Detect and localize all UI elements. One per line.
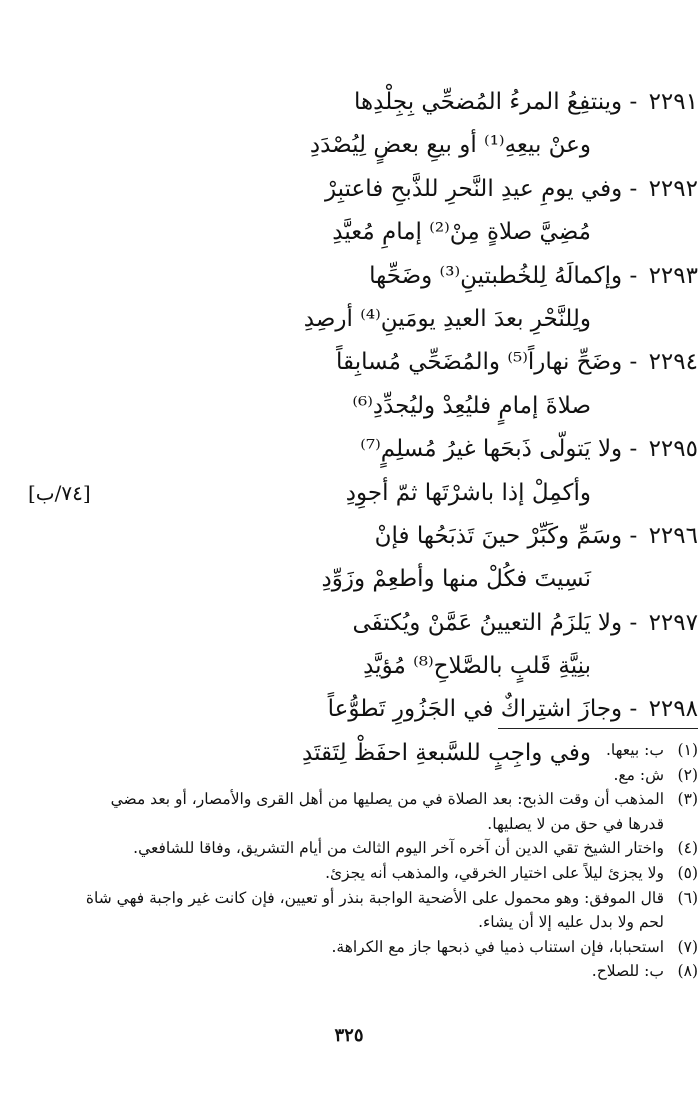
footnote-number: (٦) <box>677 888 698 907</box>
footnotes <box>78 738 698 984</box>
verse-first-hemistich <box>0 605 698 648</box>
verse-first-hemistich <box>0 171 698 214</box>
footnote <box>78 935 698 960</box>
verse-first-hemistich <box>0 84 698 127</box>
verse-second-hemistich <box>0 648 698 691</box>
hemistich-text: وينتفِعُ المرءُ المُضحِّي بِجِلْدِها <box>354 89 623 115</box>
footnote <box>78 836 698 861</box>
footnote-number: (٧) <box>677 937 698 956</box>
hemistich-text: وجازَ اشتِراكٌ في الجَزُورِ تَطوُّعاً <box>327 696 623 723</box>
dash: - <box>622 349 645 376</box>
dash: - <box>622 696 645 723</box>
verse-number: ٢٢٩٢ <box>648 175 698 202</box>
verse-first-hemistich <box>0 344 698 387</box>
hemistich-text: وفي واجِبٍ للسَّبعةِ احفَظْ لِتَقتَدِ <box>302 739 591 766</box>
hemistich-text: وسَمِّ وكَبِّرْ حينَ تَذبَحُها فإنْ <box>374 522 623 549</box>
footnote-text: واختار الشيخ تقي الدين أن آخره آخر اليوم الثالث من أيام التشريق، وفاقا للشافعي. <box>133 839 664 858</box>
hemistich-text: وضَحِّ نهاراً⁽⁵⁾ والمُضَحِّي مُسابِقاً <box>336 349 623 376</box>
footnote-text: قال الموفق: وهو محمول على الأضحية الواجبة بنذر أو تعيين، فإن كانت غير واجبة فهي شاة لحم ولا بدل عليه إلا أن يشاء. <box>85 888 664 932</box>
verse-number: ٢٢٩٤ <box>648 349 698 376</box>
footnote-number: (٤) <box>677 839 698 858</box>
footnote-text: ولا يجزئ ليلاً على اختيار الخرقي، والمذهب أنه يجزئ. <box>325 863 664 882</box>
page-number: ٣٢٥ <box>334 1025 364 1046</box>
footnote <box>78 763 698 788</box>
verse-second-hemistich <box>0 561 698 604</box>
hemistich-text: وفي يومِ عيدِ النَّحرِ للذَّبحِ فاعتبِرْ <box>324 175 623 202</box>
verse-first-hemistich <box>0 258 698 301</box>
footnote <box>78 787 698 836</box>
hemistich-text: مُضِيَّ صلاةٍ مِنْ⁽²⁾ إمامِ مُعيَّدِ <box>332 219 591 246</box>
footnote-text: المذهب أن وقت الذبح: بعد الصلاة في من يصليها من أهل القرى والأمصار، أو بعد مضي قدرها في حق من لا يصليها. <box>110 790 664 833</box>
hemistich-text: نَسِيتَ فكُلْ منها وأطعِمْ وزَوِّدِ <box>321 566 591 593</box>
footnote-number: (١) <box>677 741 698 759</box>
footnote-text: استحبابا، فإن استناب ذميا في ذبحها جاز مع الكراهة. <box>331 937 664 956</box>
verse-number: ٢٢٩٣ <box>648 262 698 289</box>
verse-second-hemistich <box>0 301 698 344</box>
hemistich-text: وأكمِلْ إذا باشرْتَها ثمّ أجوِدِ <box>345 479 591 506</box>
verse-number: ٢٢٩٧ <box>648 609 698 636</box>
footnote <box>78 738 698 763</box>
verse-number: ٢٢٩٥ <box>648 436 698 463</box>
footnote-text: ب: بيعها. <box>605 741 664 759</box>
hemistich-text: صلاةَ إمامٍ فليُعِدْ وليُجدِّدِ⁽⁶⁾ <box>352 392 591 419</box>
dash: - <box>622 89 645 115</box>
hemistich-text: ولا يَلزَمُ التعيينُ عَمَّنْ ويُكتفَى <box>352 609 623 636</box>
footnote <box>78 959 698 984</box>
verse-second-hemistich <box>0 388 698 431</box>
hemistich-text: بنِيَّةِ قَلبٍ بالصَّلاحِ⁽⁸⁾ مُؤيَّدِ <box>363 653 591 680</box>
dash: - <box>622 522 645 549</box>
hemistich-text: ولِلنَّحْرِ بعدَ العيدِ يومَينِ⁽⁴⁾ أرصِدِ <box>303 305 591 332</box>
verse-second-hemistich <box>0 475 698 518</box>
verse-first-hemistich <box>0 431 698 474</box>
footnote <box>78 861 698 886</box>
footnote-number: (٥) <box>677 863 698 882</box>
footnote <box>78 886 698 935</box>
footnote-number: (٨) <box>677 962 698 981</box>
verse-number: ٢٢٩٨ <box>648 696 698 723</box>
verse-first-hemistich <box>0 518 698 561</box>
footnote-text: ش: مع. <box>613 765 664 784</box>
hemistich-text: وعنْ بيعِهِ⁽¹⁾ أو بيعِ بعضٍ لِيُصْدَدِ <box>309 132 591 159</box>
footnote-separator <box>498 728 698 729</box>
verse-list <box>0 84 698 778</box>
hemistich-text: ولا يَتولّى ذَبحَها غيرُ مُسلِمٍ⁽⁷⁾ <box>360 436 623 463</box>
dash: - <box>622 262 645 289</box>
dash: - <box>622 436 645 463</box>
verse-number: ٢٢٩٦ <box>648 522 698 549</box>
verse-second-hemistich <box>0 214 698 257</box>
footnote-number: (٢) <box>677 765 698 784</box>
dash: - <box>622 175 645 202</box>
verse-number: ٢٢٩١ <box>648 89 698 115</box>
manuscript-folio-reference: [٧٤/ب] <box>28 480 91 505</box>
hemistich-text: وإكمالَهُ لِلخُطبتينِ⁽³⁾ وضَحِّها <box>369 262 623 289</box>
dash: - <box>622 609 645 636</box>
footnote-number: (٣) <box>677 790 698 809</box>
footnote-text: ب: للصلاح. <box>591 962 664 981</box>
verse-second-hemistich <box>0 127 698 170</box>
